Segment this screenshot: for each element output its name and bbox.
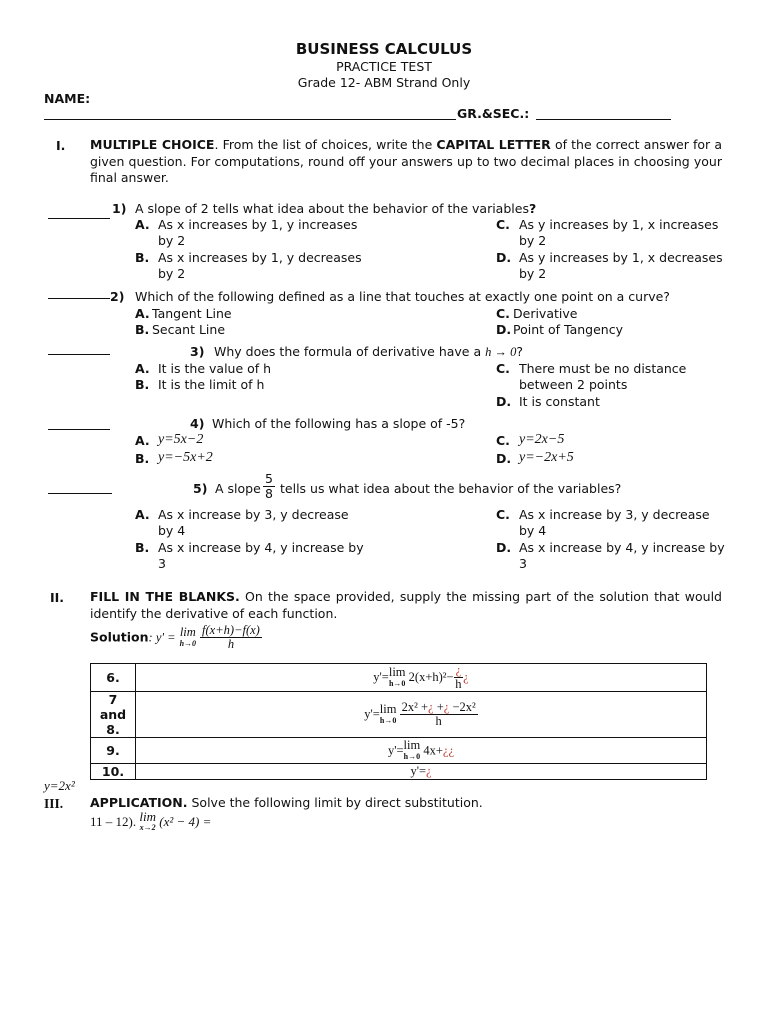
q5-slope-fraction: 5 8 [265, 471, 273, 501]
table-row [91, 664, 707, 692]
row-number: 6. [91, 664, 136, 692]
q4-choice-a: y=5x−2 [158, 432, 204, 447]
row-expression[interactable]: y'=lim h→0 4x+¿¿ [136, 738, 707, 764]
q5-choice-d: As x increase by 4, y increase by [519, 540, 725, 555]
q2-choice-c-letter: C. [496, 306, 510, 321]
q3-choice-b: It is the limit of h [158, 377, 265, 392]
part2-instructions [90, 589, 722, 622]
q3-text: Why does the formula of derivative have a h → 0? [214, 344, 524, 359]
row-number: 10. [91, 764, 136, 780]
q5-text-a: A slope [215, 481, 261, 496]
q4-choice-c: y=2x−5 [519, 432, 565, 447]
q1-number: 1) [112, 201, 127, 216]
q1-choice-b-2: by 2 [158, 266, 186, 281]
answer-blank-4[interactable] [48, 429, 110, 430]
q2-choice-a-letter: A. [135, 306, 150, 321]
q5-choice-b: As x increase by 4, y increase by [158, 540, 364, 555]
part2-numeral: II. [50, 590, 65, 605]
q5-choice-a: As x increase by 3, y decrease [158, 507, 349, 522]
q3-choice-d-letter: D. [496, 394, 512, 409]
q3-choice-d: It is constant [519, 394, 600, 409]
answer-blank-1[interactable] [48, 218, 110, 219]
q4-choice-b: y=−5x+2 [158, 450, 213, 465]
q3-choice-c-letter: C. [496, 361, 510, 376]
part1-heading: MULTIPLE CHOICE [90, 137, 215, 152]
q5-choice-c: As x increase by 3, y decrease [519, 507, 710, 522]
page-title: BUSINESS CALCULUS [295, 40, 473, 58]
q2-choice-b-letter: B. [135, 322, 150, 337]
part3-instr: Solve the following limit by direct substitution. [187, 795, 483, 810]
q1-choice-a-2: by 2 [158, 233, 186, 248]
q3-choice-c-2: between 2 points [519, 377, 628, 392]
q2-text: Which of the following defined as a line that touches at exactly one point on a curve? [135, 289, 670, 304]
q5-choice-c-2: by 4 [519, 523, 547, 538]
q1-choice-b-letter: B. [135, 250, 150, 265]
part3-instructions [90, 795, 483, 810]
q3-choice-a: It is the value of h [158, 361, 272, 376]
q1-choice-d: As y increases by 1, x decreases [519, 250, 723, 265]
q3-choice-b-letter: B. [135, 377, 150, 392]
q2-choice-a: Tangent Line [152, 306, 232, 321]
q4-choice-d: y=−2x+5 [519, 450, 574, 465]
q5-choice-b-2: 3 [158, 556, 166, 571]
q5-choice-c-letter: C. [496, 507, 510, 522]
q3-choice-a-letter: A. [135, 361, 150, 376]
q4-text: Which of the following has a slope of -5? [212, 416, 466, 431]
q2-choice-d-letter: D. [496, 322, 512, 337]
page-subtitle: PRACTICE TEST [336, 59, 432, 74]
grade-label: Grade 12- ABM Strand Only [297, 75, 471, 90]
q2-choice-c: Derivative [513, 306, 578, 321]
q1-choice-d-letter: D. [496, 250, 512, 265]
q4-choice-c-letter: C. [496, 433, 510, 448]
part1-numeral: I. [56, 138, 66, 153]
part3-heading: APPLICATION. [90, 795, 188, 810]
answer-blank-2[interactable] [48, 298, 110, 299]
solution-label: Solution [90, 629, 149, 645]
section-label: GR.&SEC.: [457, 106, 530, 121]
q4-choice-a-letter: A. [135, 433, 150, 448]
section-blank[interactable] [536, 119, 671, 120]
q5-number: 5) [193, 481, 208, 496]
q4-choice-d-letter: D. [496, 451, 512, 466]
q5-choice-b-letter: B. [135, 540, 150, 555]
q1-choice-c-2: by 2 [519, 233, 547, 248]
q1-choice-a-letter: A. [135, 217, 150, 232]
part1-instructions [90, 137, 722, 187]
part2-heading: FILL IN THE BLANKS. [90, 589, 240, 604]
q3-number: 3) [190, 344, 205, 359]
part1-instr-b: CAPITAL LETTER [436, 137, 551, 152]
part1-instr-c: of the correct answer for a given question. For computations, round off your answers up to two decimal places in choosing your final answer. [90, 137, 723, 185]
q2-choice-d: Point of Tangency [513, 322, 623, 337]
part3-numeral: III. [44, 796, 64, 811]
row-number: 7 and 8. [91, 692, 136, 738]
name-label: NAME: [44, 91, 91, 106]
row-expression[interactable]: y'=¿ [136, 764, 707, 780]
function-label: y=2x² [44, 778, 75, 793]
q1-text: A slope of 2 tells what idea about the behavior of the variables? [135, 201, 537, 216]
table-row [91, 764, 707, 780]
answer-blank-5[interactable] [48, 493, 112, 494]
q2-choice-b: Secant Line [152, 322, 226, 337]
row-expression[interactable]: y'=lim h→0 2(x+h)²− $\frac{¿}{h}$ ¿ [136, 664, 707, 692]
q2-number: 2) [110, 289, 125, 304]
row-number: 9. [91, 738, 136, 764]
q5-choice-a-2: by 4 [158, 523, 186, 538]
q5-text-b: tells us what idea about the behavior of the variables? [280, 481, 622, 496]
q1-choice-c: As y increases by 1, x increases [519, 217, 719, 232]
q1-choice-a: As x increases by 1, y increases [158, 217, 358, 232]
q4-number: 4) [190, 416, 205, 431]
q1-choice-c-letter: C. [496, 217, 510, 232]
solution-formula: Solution: y' = lim h→0 $\frac{f(x+h)-f(x)}{h}$ [90, 623, 260, 651]
q4-choice-b-letter: B. [135, 451, 150, 466]
answer-blank-3[interactable] [48, 354, 110, 355]
q5-choice-d-2: 3 [519, 556, 527, 571]
q3-choice-c: There must be no distance [519, 361, 687, 376]
fill-in-table [90, 663, 707, 780]
name-blank[interactable] [44, 119, 456, 120]
q1-choice-d-2: by 2 [519, 266, 547, 281]
table-row [91, 692, 707, 738]
row-expression[interactable]: y'=lim h→0 $\frac{\text{2x² +¿ +¿ −2x²}}{h}$ [136, 692, 707, 738]
q1-choice-b: As x increases by 1, y decreases [158, 250, 362, 265]
part1-instr-a: . From the list of choices, write the [214, 137, 437, 152]
table-row [91, 738, 707, 764]
limit-problem: 11 – 12). lim x→2 (x² − 4) = [90, 809, 212, 832]
q5-choice-d-letter: D. [496, 540, 512, 555]
part2-instr: On the space provided, supply the missing part of the solution that would identify the derivative of each function. [90, 589, 722, 621]
q5-choice-a-letter: A. [135, 507, 150, 522]
